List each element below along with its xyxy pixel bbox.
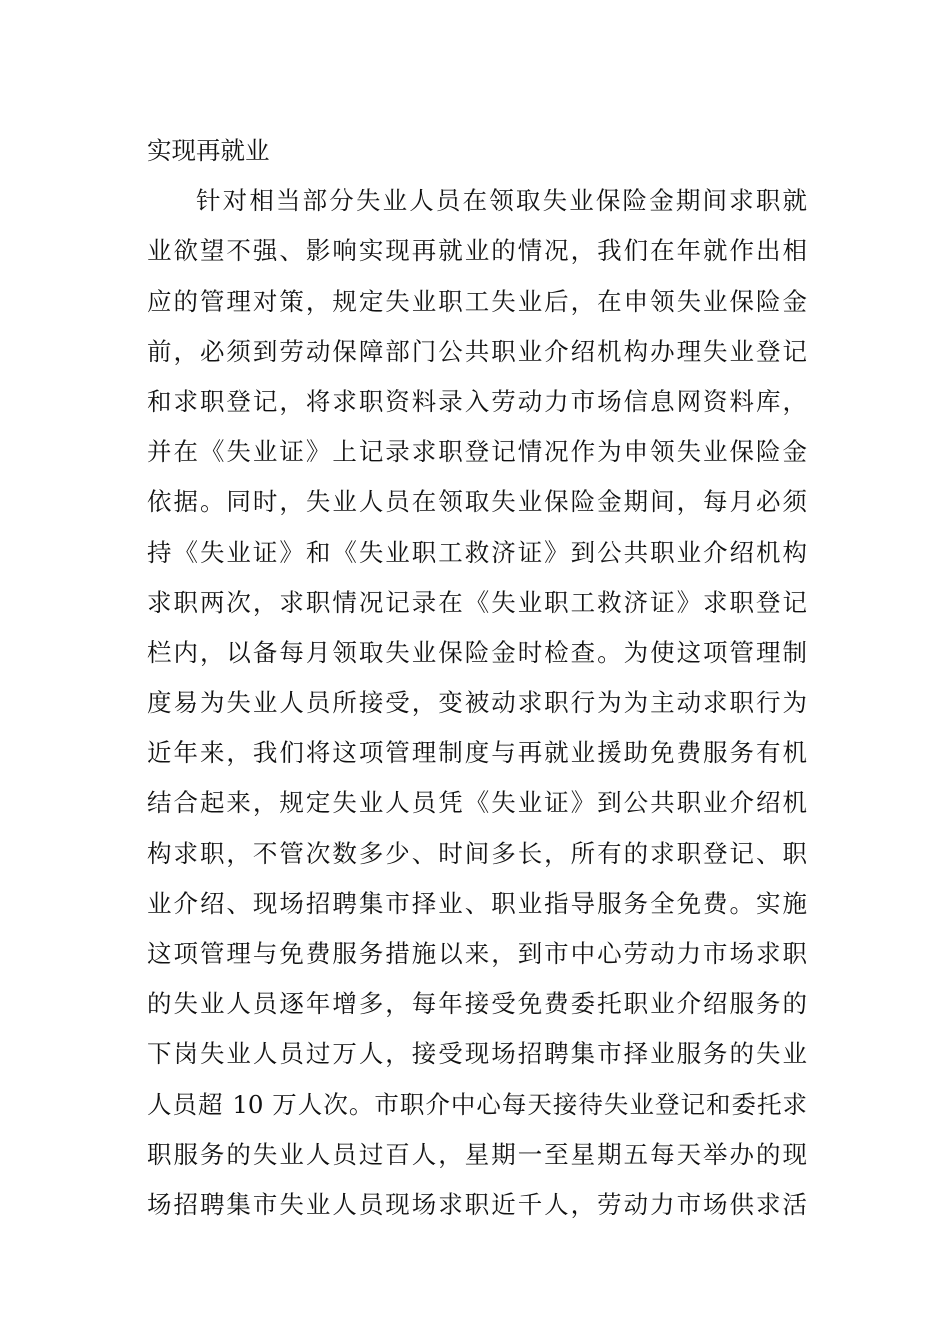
text-line: 结合起来，规定失业人员凭《失业证》到公共职业介绍机 (147, 788, 807, 818)
text-line: 人员超 10 万人次。市职介中心每天接待失业登记和委托求 (147, 1089, 807, 1119)
text-line: 栏内，以备每月领取失业保险金时检查。为使这项管理制 (147, 637, 807, 667)
text-line: 并在《失业证》上记录求职登记情况作为申领失业保险金 (147, 437, 807, 467)
text-line: 持《失业证》和《失业职工救济证》到公共职业介绍机构 (147, 537, 807, 567)
text-line: 实现再就业 (147, 136, 270, 165)
text-line: 的失业人员逐年增多，每年接受免费委托职业介绍服务的 (147, 989, 807, 1019)
text-line: 和求职登记，将求职资料录入劳动力市场信息网资料库， (147, 386, 807, 416)
text-line: 度易为失业人员所接受，变被动求职行为为主动求职行为 (147, 688, 807, 718)
text-line: 业介绍、现场招聘集市择业、职业指导服务全免费。实施 (147, 888, 807, 918)
text-line: 下岗失业人员过万人，接受现场招聘集市择业服务的失业 (147, 1039, 807, 1069)
text-line: 业欲望不强、影响实现再就业的情况，我们在年就作出相 (147, 236, 807, 266)
text-line: 职服务的失业人员过百人，星期一至星期五每天举办的现 (147, 1139, 807, 1169)
text-line: 应的管理对策，规定失业职工失业后，在申领失业保险金 (147, 286, 807, 316)
body-text (147, 126, 807, 1230)
text-line: 前，必须到劳动保障部门公共职业介绍机构办理失业登记 (147, 336, 807, 366)
text-line: 这项管理与免费服务措施以来，到市中心劳动力市场求职 (147, 939, 807, 968)
text-line: 场招聘集市失业人员现场求职近千人，劳动力市场供求活 (147, 1189, 807, 1219)
text-line: 近年来，我们将这项管理制度与再就业援助免费服务有机 (147, 738, 807, 768)
text-line: 求职两次，求职情况记录在《失业职工救济证》求职登记 (147, 587, 807, 617)
text-line: 针对相当部分失业人员在领取失业保险金期间求职就 (196, 186, 807, 216)
text-line: 依据。同时，失业人员在领取失业保险金期间，每月必须 (147, 487, 807, 517)
text-line: 构求职，不管次数多少、时间多长，所有的求职登记、职 (147, 838, 807, 868)
